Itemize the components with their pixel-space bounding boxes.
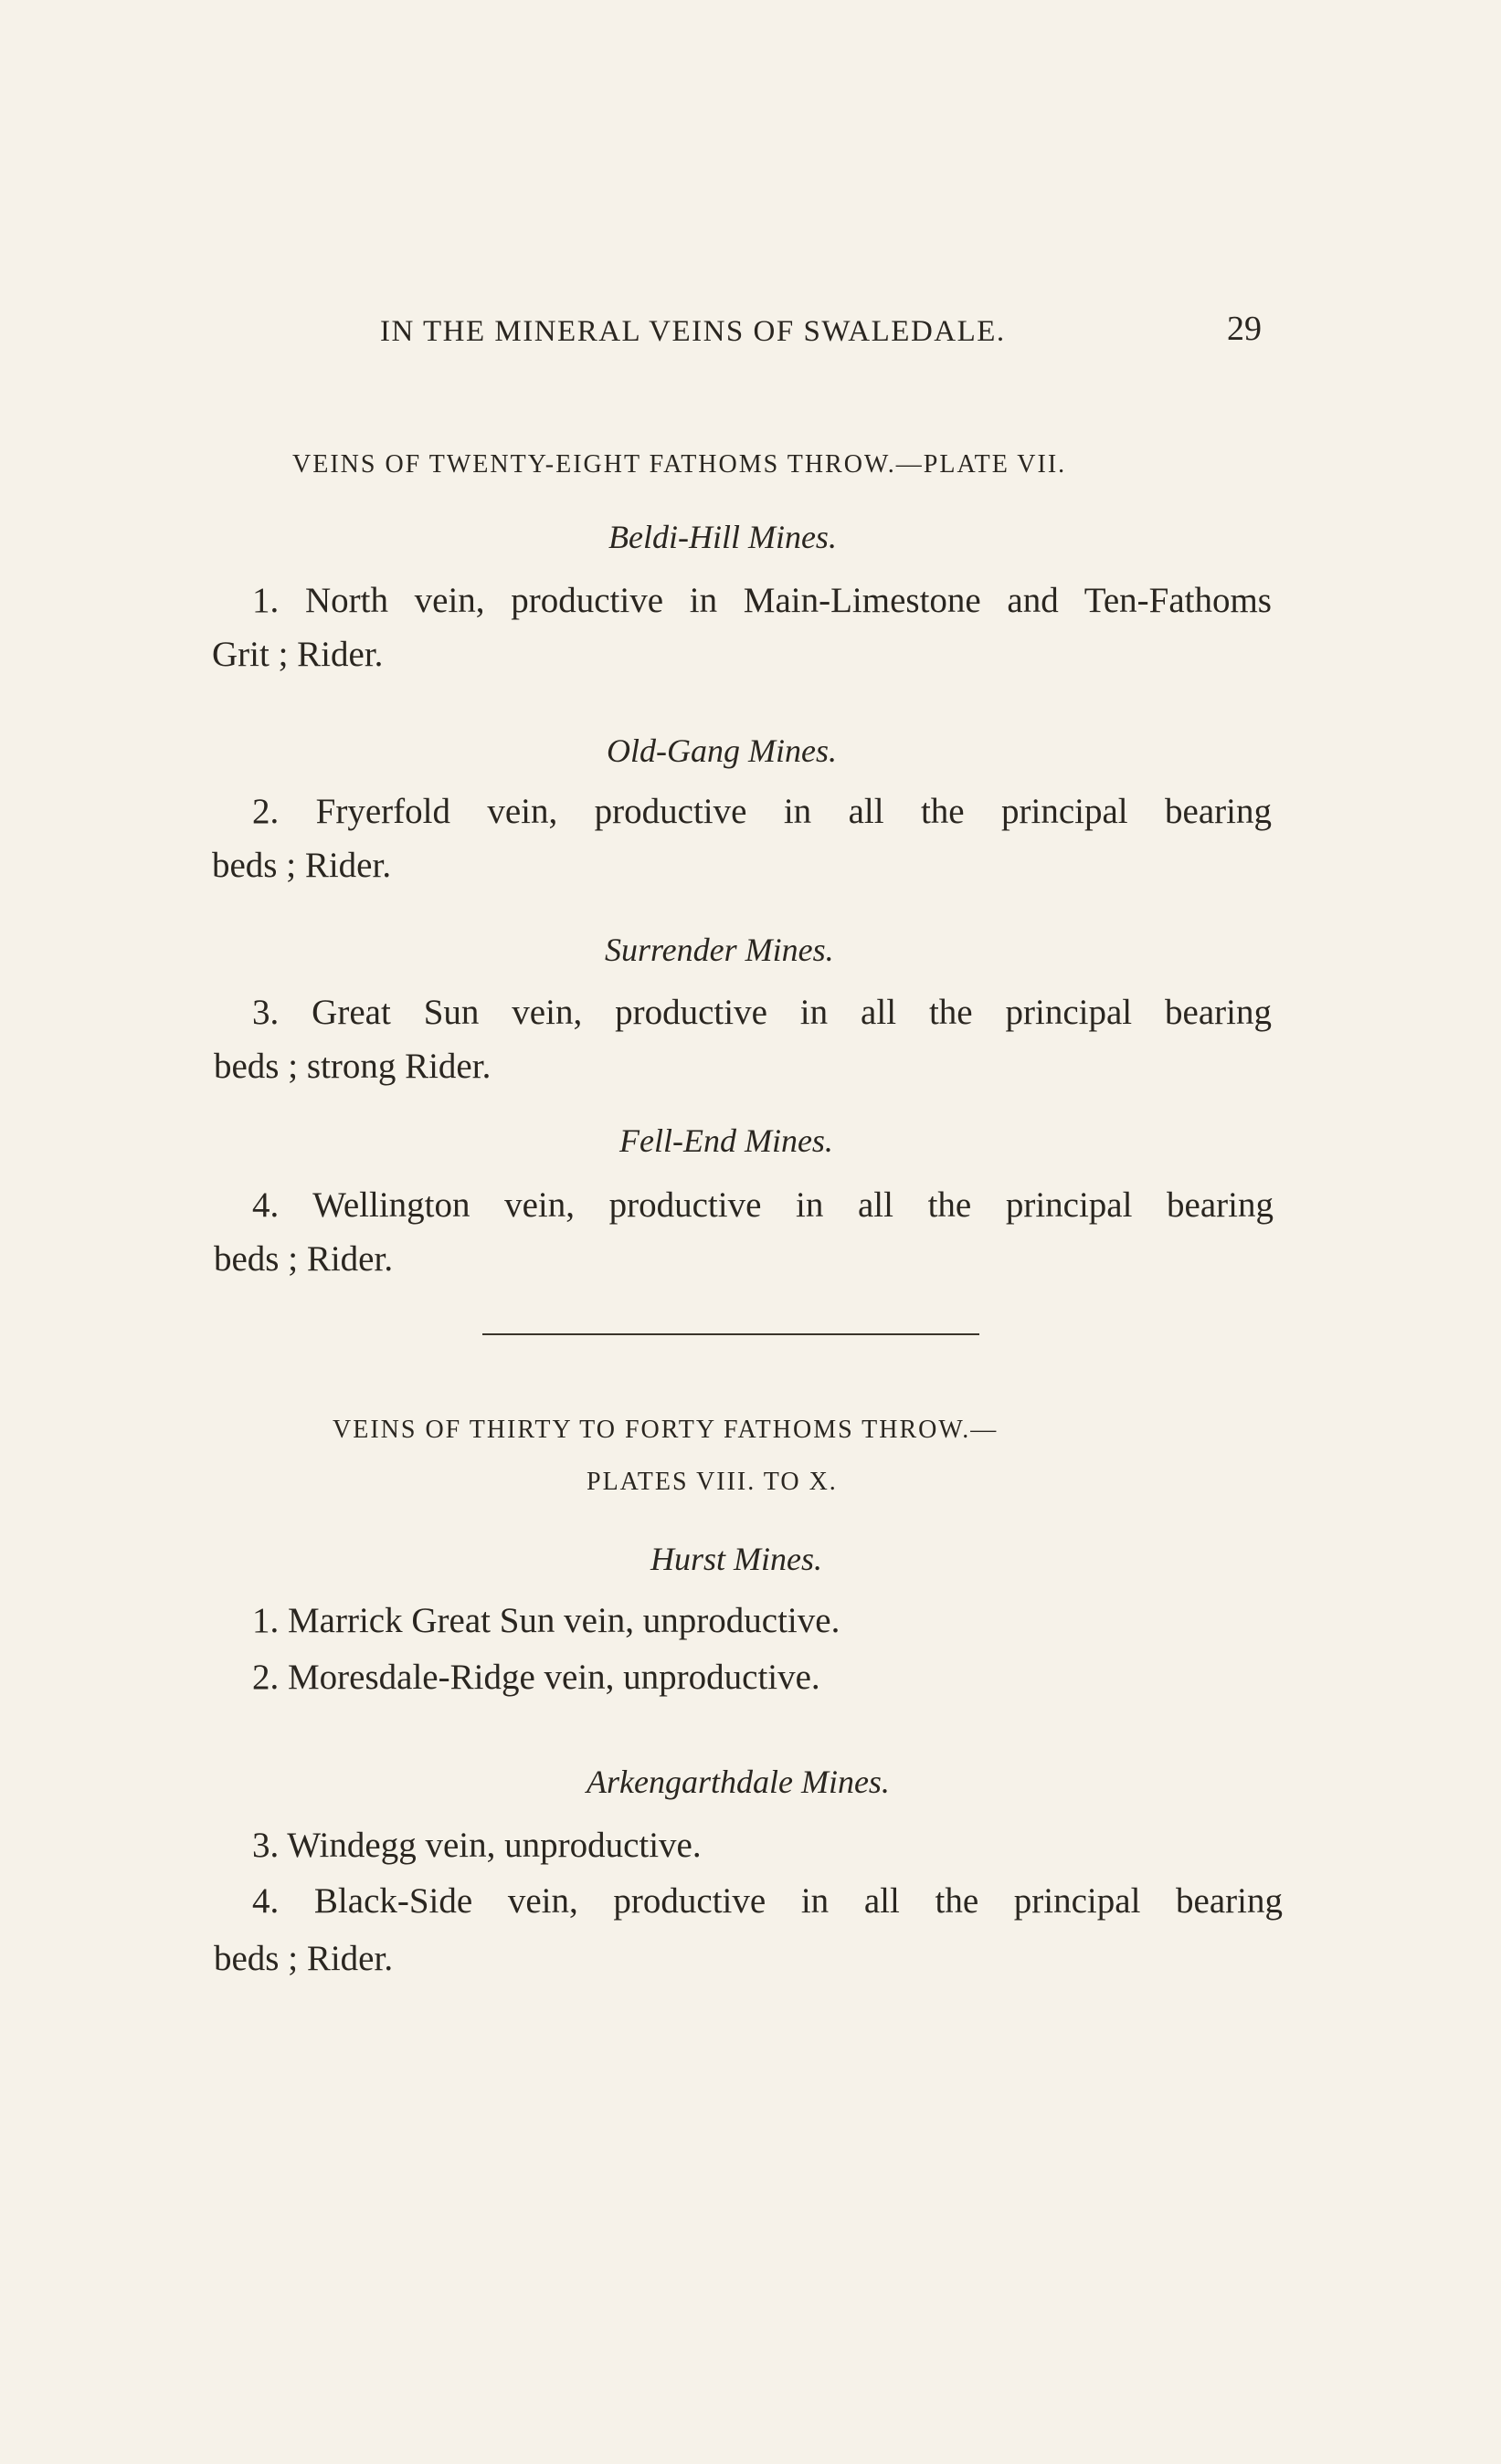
running-title: IN THE MINERAL VEINS OF SWALEDALE. xyxy=(380,315,1006,348)
section-heading: VEINS OF TWENTY-EIGHT FATHOMS THROW.—PLATE VII. xyxy=(292,450,1067,479)
mine-heading: Hurst Mines. xyxy=(650,1541,822,1577)
paragraph-line: 3. Windegg vein, unproductive. xyxy=(252,1826,702,1865)
paragraph-line: Grit ; Rider. xyxy=(212,635,384,674)
paragraph-line: beds ; Rider. xyxy=(212,846,392,885)
paragraph-line: 1. Marrick Great Sun vein, unproductive. xyxy=(252,1601,840,1640)
paragraph-line: 4. Wellington vein, productive in all the principal bearing xyxy=(252,1185,1274,1225)
section-heading: VEINS OF THIRTY TO FORTY FATHOMS THROW.— xyxy=(333,1416,999,1444)
mine-heading: Surrender Mines. xyxy=(605,932,834,968)
section-heading: PLATES VIII. TO X. xyxy=(587,1468,838,1496)
mine-heading: Arkengarthdale Mines. xyxy=(587,1764,890,1800)
page-number: 29 xyxy=(1227,310,1262,348)
paragraph-line: 4. Black-Side vein, productive in all the principal bearing xyxy=(252,1881,1283,1921)
mine-heading: Beldi-Hill Mines. xyxy=(608,519,837,555)
section-divider xyxy=(482,1333,979,1335)
mine-heading: Fell-End Mines. xyxy=(619,1122,833,1159)
mine-heading: Old-Gang Mines. xyxy=(607,732,837,769)
paragraph-line: 2. Fryerfold vein, productive in all the principal bearing xyxy=(252,792,1272,831)
paragraph-line: beds ; strong Rider. xyxy=(214,1047,492,1086)
paragraph-line: 3. Great Sun vein, productive in all the principal bearing xyxy=(252,993,1272,1032)
paragraph-line: beds ; Rider. xyxy=(214,1939,394,1978)
paragraph-line: beds ; Rider. xyxy=(214,1239,394,1279)
paragraph-line: 2. Moresdale-Ridge vein, unproductive. xyxy=(252,1658,820,1697)
paragraph-line: 1. North vein, productive in Main-Limestone and Ten-Fathoms xyxy=(252,581,1272,620)
